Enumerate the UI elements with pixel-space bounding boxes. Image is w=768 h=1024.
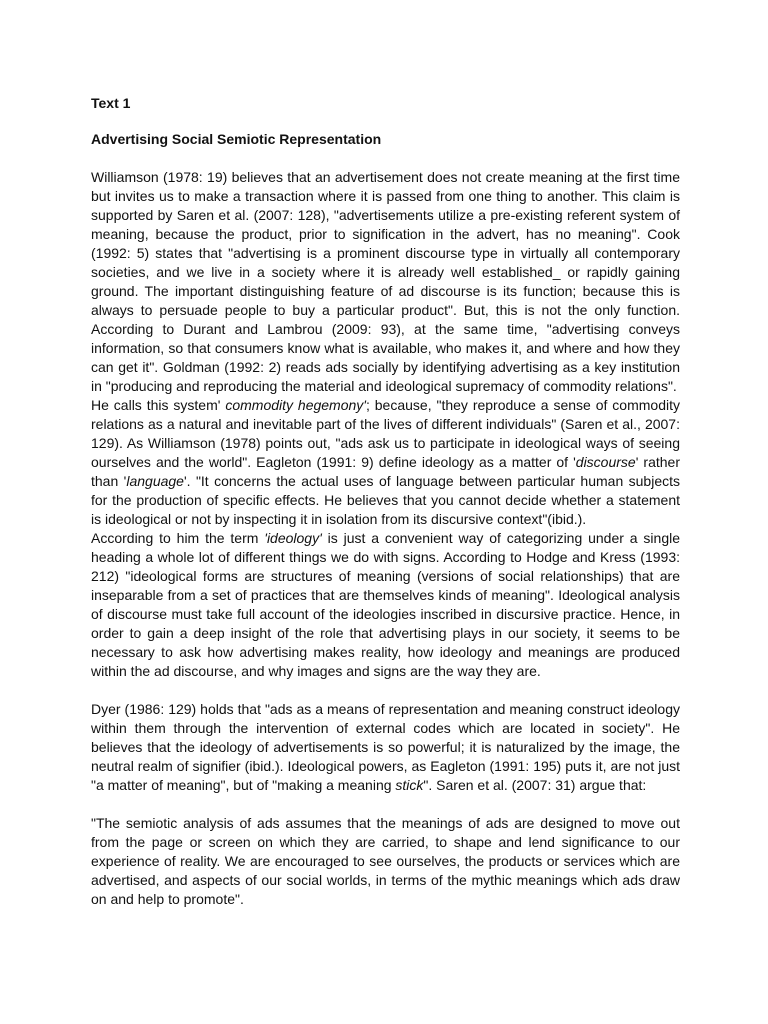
p4-text-b: ". Saren et al. (2007: 31) argue that: bbox=[423, 777, 647, 793]
p3-emphasis-1: 'ideology' bbox=[264, 530, 322, 546]
paragraph-3 bbox=[91, 529, 680, 681]
p4-text-a: Dyer (1986: 129) holds that "ads as a means of representation and meaning construct ideology within them through the intervention of external codes which are located in society". He believes that the ideology of advertisements is so powerful; it is naturalized by the image, the neutral realm of signifier (ibid.). Ideological powers, as Eagleton (1991: 195) puts it, are not just "a matter of meaning", but of "making a meaning bbox=[91, 701, 680, 793]
p3-text-b: is just a convenient way of categorizing under a single heading a whole lot of different things we do with signs. According to Hodge and Kress (1993: 212) "ideological forms are structures of meaning (versions of social relationships) that are inseparable from a set of practices that are themselves kinds of meaning". Ideological analysis of discourse must take full account of the ideologies inscribed in discursive practice. Hence, in order to gain a deep insight of the role that advertising plays in our society, it seems to be necessary to ask how advertising makes reality, how ideology and meanings are produced within the ad discourse, and why images and signs are the way they are. bbox=[91, 530, 681, 679]
paragraph-4 bbox=[91, 700, 680, 795]
paragraph-1: Williamson (1978: 19) believes that an advertisement does not create meaning at the first time but invites us to make a transaction where it is passed from one thing to another. This claim is supported by Saren et al. (2007: 128), "advertisements utilize a pre-existing referent system of meaning, because the product, prior to signification in the advert, has no meaning". Cook (1992: 5) states that "advertising is a prominent discourse type in virtually all contemporary societies, and we live in a society where it is already well established_ or rapidly gaining ground. The important distinguishing feature of ad discourse is its function; because this is always to persuade people to buy a particular product". But, this is not the only function. According to Durant and Lambrou (2009: 93), at the same time, "advertising conveys information, so that consumers know what is available, who makes it, and where and how they can get it". Goldman (1992: 2) reads ads socially by identifying advertising as a key institution in "producing and reproducing the material and ideological supremacy of commodity relations". bbox=[91, 169, 680, 394]
p2-text-d: '. "It concerns the actual uses of language between particular human subjects for the production of specific effects. He believes that you cannot decide whether a statement is ideological or not by inspecting it in isolation from its discursive context"(ibid.). bbox=[91, 473, 681, 527]
p2-emphasis-1: commodity hegemony' bbox=[225, 397, 366, 413]
p4-emphasis-1: stick bbox=[395, 777, 424, 793]
p3-text-a: According to him the term bbox=[91, 530, 265, 546]
p2-text-a: He calls this system' bbox=[91, 397, 226, 413]
p2-text-b: ; because, "they reproduce a sense of commodity relations as a natural and inevitable part of the lives of different individuals" (Saren et al., 2007: 129). As Williamson (1978) points out, "ads ask us to participate in ideological ways of seeing ourselves and the world". Eagleton (1991: 9) define ideology as a matter of ' bbox=[91, 397, 680, 470]
paragraph-2 bbox=[91, 396, 680, 529]
document-title: Advertising Social Semiotic Representation bbox=[91, 131, 382, 147]
text-label: Text 1 bbox=[91, 95, 131, 111]
p2-emphasis-2: discourse bbox=[575, 454, 636, 470]
p2-emphasis-3: language bbox=[126, 473, 184, 489]
p2-text-c: ' rather than ' bbox=[91, 454, 680, 489]
paragraph-5-quote: "The semiotic analysis of ads assumes that the meanings of ads are designed to move out from the page or screen on which they are carried, to shape and lend significance to our experience of reality. We are encouraged to see ourselves, the products or services which are advertised, and aspects of our social worlds, in terms of the mythic meanings which ads draw on and help to promote". bbox=[91, 815, 680, 907]
